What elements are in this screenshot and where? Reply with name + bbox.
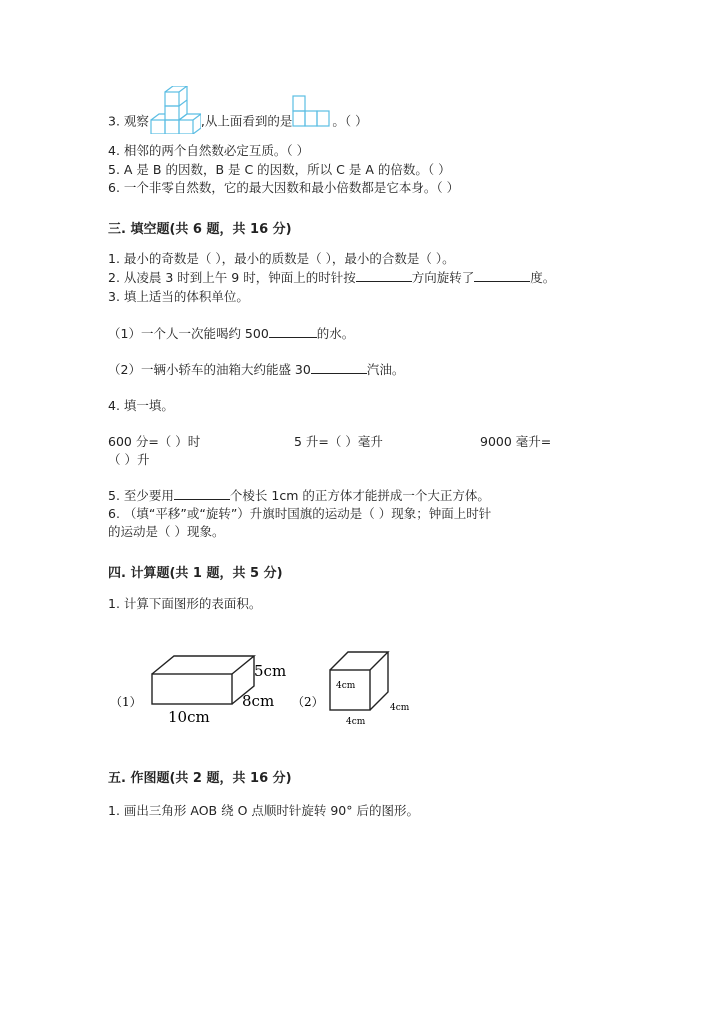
fill-q1: 1. 最小的奇数是（ ），最小的质数是（ ），最小的合数是（ ）。: [108, 251, 455, 266]
fill-q4-c: 9000 毫升=: [480, 434, 552, 449]
fig2-side: 4cm: [390, 703, 410, 713]
q3-post: 。（ ）: [332, 113, 368, 129]
fig1-length: 10cm: [168, 708, 210, 726]
fig2-bottom: 4cm: [346, 717, 366, 727]
fig2-label: （2）: [292, 695, 324, 709]
fig1-height: 5cm: [254, 662, 287, 680]
fill-q4-c2: （ ）升: [108, 452, 150, 467]
judgement-q4: 4. 相邻的两个自然数必定互质。（ ）: [108, 143, 310, 158]
cuboid-front: [152, 674, 232, 704]
fill-q3: 3. 填上适当的体积单位。: [108, 289, 249, 304]
figures-area: [108, 640, 428, 730]
cube-top: [330, 652, 388, 670]
top-view-squares-icon: [292, 95, 332, 127]
blank-cube-count: [174, 487, 230, 500]
fill-q6-line1: 6. （填“平移”或“旋转”）升旗时国旗的运动是（ ）现象；钟面上时针: [108, 506, 492, 521]
blank-degrees: [474, 269, 530, 282]
cubes-3d-figure: [149, 86, 201, 144]
fill-q4-b: 5 升=（ ）毫升: [294, 434, 383, 449]
judgement-q3: [108, 100, 368, 140]
blank-unit-1: [269, 325, 317, 338]
top-view-figure: [292, 95, 332, 137]
fill-q6-line2: 的运动是（ ）现象。: [108, 524, 225, 539]
fill-q3-1: （1）一个人一次能喝约 500 的水。: [108, 326, 355, 341]
section3-heading: 三. 填空题(共 6 题，共 16 分): [108, 222, 292, 237]
q3-pre: 3. 观察: [108, 113, 149, 129]
fig1-label: （1）: [110, 695, 142, 709]
fill-q2: 2. 从凌晨 3 时到上午 9 时，钟面上的时针按 方向旋转了 度。: [108, 270, 556, 285]
cube-stack-icon: [149, 86, 201, 134]
fill-q4-a: 600 分=（ ）时: [108, 434, 201, 449]
judgement-q5: 5. A 是 B 的因数，B 是 C 的因数，所以 C 是 A 的倍数。（ ）: [108, 162, 451, 177]
q3-mid: ,从上面看到的是: [200, 113, 293, 129]
fill-q4: 4. 填一填。: [108, 398, 174, 413]
blank-direction: [356, 269, 412, 282]
fill-q3-2: （2）一辆小轿车的油箱大约能盛 30 汽油。: [108, 362, 405, 377]
section5-heading: 五. 作图题(共 2 题，共 16 分): [108, 771, 292, 786]
fig1-width: 8cm: [242, 692, 275, 710]
fill-q5: 5. 至少要用 个棱长 1cm 的正方体才能拼成一个大正方体。: [108, 488, 490, 503]
fig2-front: 4cm: [336, 681, 356, 691]
section4-heading: 四. 计算题(共 1 题，共 5 分): [108, 566, 283, 581]
calc-q1: 1. 计算下面图形的表面积。: [108, 596, 262, 611]
blank-unit-2: [311, 361, 367, 374]
judgement-q6: 6. 一个非零自然数，它的最大因数和最小倍数都是它本身。（ ）: [108, 180, 460, 195]
solids-figure: [108, 640, 428, 730]
draw-q1: 1. 画出三角形 AOB 绕 O 点顺时针旋转 90° 后的图形。: [108, 803, 419, 818]
cuboid-top: [152, 656, 254, 674]
